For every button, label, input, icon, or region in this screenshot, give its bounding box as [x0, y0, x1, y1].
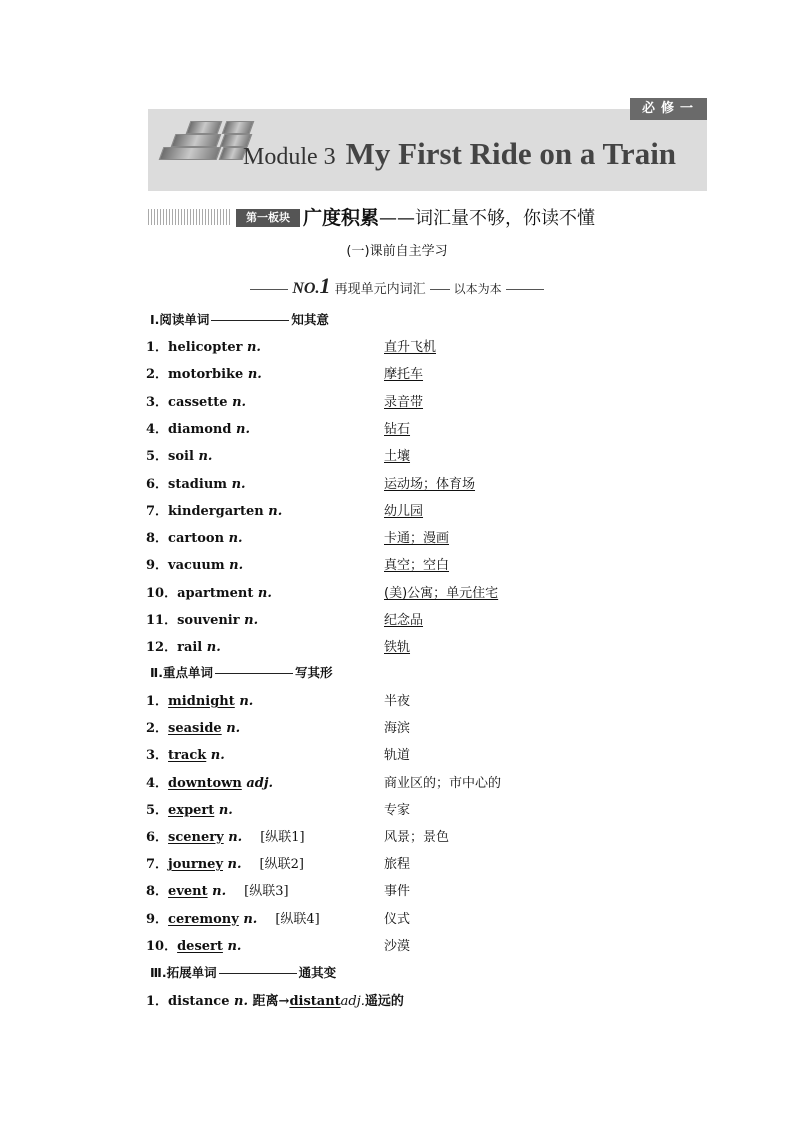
section-title-sub: ——词汇量不够，你读不懂	[379, 208, 596, 229]
item-number: 12．	[146, 640, 178, 656]
part2-header	[150, 663, 333, 681]
item-pos: n.	[210, 748, 225, 764]
item-meaning: 商业区的；市中心的	[384, 775, 502, 791]
item-tag: [纵联1]	[260, 830, 305, 845]
item-meaning: 风景；景色	[384, 830, 450, 845]
word-entry	[146, 363, 262, 382]
word-entry	[146, 336, 261, 355]
item-word: kindergarten	[168, 503, 264, 519]
word-row	[146, 880, 706, 902]
section-title-main: 广度积累	[303, 207, 380, 229]
item-word: cartoon	[168, 531, 225, 547]
item-number: 3．	[146, 748, 169, 764]
item-meaning: 海滨	[384, 721, 411, 737]
item-number: 10．	[146, 585, 178, 601]
part1-label: Ⅰ.阅读单词	[150, 312, 210, 327]
item-number: 9．	[146, 558, 169, 574]
part1-line	[211, 320, 289, 321]
item-meaning: 录音带	[384, 394, 424, 410]
item-pos: n.	[232, 394, 247, 410]
item-pos: n.	[226, 721, 241, 737]
word-entry	[146, 853, 304, 872]
word-row	[146, 935, 706, 957]
item-number: 5．	[146, 449, 169, 465]
word-row	[146, 527, 706, 549]
item-number: 6．	[146, 476, 169, 492]
item-meaning: 沙漠	[384, 938, 411, 954]
word-row	[146, 636, 706, 658]
part2-line	[215, 673, 293, 674]
item-word: journey	[168, 857, 223, 873]
word-entry	[146, 500, 282, 519]
dash-mid	[430, 289, 450, 290]
item-word: seaside	[168, 721, 222, 737]
item-meaning: 卡通；漫画	[384, 531, 450, 547]
item-pos: n.	[227, 938, 242, 954]
part3-line	[219, 973, 297, 974]
item-number: 3．	[146, 394, 169, 410]
word-entry	[146, 717, 240, 736]
word-row	[146, 908, 706, 930]
item-pos: n.	[227, 857, 242, 873]
word-entry	[146, 554, 243, 573]
word-entry	[146, 772, 273, 791]
word-entry	[146, 391, 246, 410]
part1-tail: 知其意	[291, 312, 329, 327]
item-meaning: 仪式	[384, 911, 411, 927]
sub-heading: (一)课前自主学习	[346, 244, 448, 259]
word-row	[146, 799, 706, 821]
no1-prefix: NO.	[292, 280, 320, 297]
module-label: Module 3	[243, 144, 336, 170]
item-pos: n.	[244, 613, 259, 628]
item-word: motorbike	[168, 367, 244, 383]
part3-label: Ⅲ.拓展单词	[150, 965, 217, 980]
item-tag: [纵联2]	[259, 857, 304, 873]
item-pos: n.	[246, 340, 261, 355]
no1-text: 再现单元内词汇	[334, 282, 426, 297]
item-tag: [纵联4]	[275, 911, 320, 927]
dash-left	[250, 289, 288, 290]
dash-right	[506, 289, 544, 290]
item-meaning: 专家	[384, 802, 411, 818]
item-meaning: (美)公寓；单元住宅	[384, 585, 499, 601]
item-pos: adj.	[246, 775, 274, 791]
no1-tail: 以本为本	[453, 282, 502, 296]
item-number: 4．	[146, 775, 169, 791]
word-entry	[146, 908, 320, 927]
item-meaning: 纪念品	[384, 613, 424, 628]
item-word: expert	[168, 802, 215, 818]
item-meaning: 铁轨	[384, 640, 411, 656]
item-meaning: 运动场；体育场	[384, 476, 476, 492]
item-pos: n.	[228, 531, 243, 547]
item-meaning: 直升飞机	[384, 340, 437, 355]
item-word: desert	[177, 938, 223, 954]
item-pos: n.	[239, 694, 254, 709]
item-tag: [纵联3]	[244, 884, 289, 900]
item-word: souvenir	[177, 613, 240, 628]
word-row	[146, 690, 706, 712]
item-number: 6．	[146, 830, 169, 845]
item-word: ceremony	[168, 911, 239, 927]
item-number: 11．	[146, 613, 178, 628]
volume-tab: 必修一	[630, 98, 707, 120]
item-word: cassette	[168, 394, 228, 410]
arrow-icon: →	[278, 994, 290, 1009]
item-word: helicopter	[168, 340, 243, 355]
item-meaning: 真空；空白	[384, 558, 450, 574]
word-entry	[146, 527, 243, 546]
item-meaning: 摩托车	[384, 367, 424, 383]
part1-header	[150, 310, 329, 328]
item-number: 9．	[146, 911, 169, 927]
item-pos: n.	[247, 367, 262, 383]
word-row	[146, 744, 706, 766]
item-word: vacuum	[168, 558, 225, 574]
word-row	[146, 473, 706, 495]
item-word: apartment	[177, 585, 254, 601]
item-number: 10．	[146, 938, 178, 954]
item-meaning: 钻石	[384, 421, 411, 437]
module-name: My First Ride on a Train	[345, 136, 677, 171]
word-entry	[146, 418, 250, 437]
item-meaning: 事件	[384, 884, 411, 900]
no1-number: 1	[319, 273, 331, 298]
item-number: 1．	[146, 340, 169, 355]
item-word: distance	[168, 994, 230, 1009]
section-heading	[148, 205, 708, 231]
item-meaning: 旅程	[384, 857, 411, 873]
word-row	[146, 445, 706, 467]
item-meaning: 土壤	[384, 449, 411, 465]
item-number: 2．	[146, 367, 169, 383]
part3-row	[146, 990, 706, 1012]
item-pos: n.	[229, 558, 244, 574]
item-meaning: 幼儿园	[384, 503, 424, 519]
item-number: 8．	[146, 531, 169, 547]
word-entry	[146, 880, 289, 899]
derived-pos: adj.	[340, 994, 365, 1009]
stripe-decoration	[148, 209, 230, 225]
module-title	[243, 136, 676, 172]
word-entry	[146, 826, 305, 845]
word-entry	[146, 609, 258, 628]
word-row	[146, 391, 706, 413]
item-pos: n.	[268, 503, 283, 519]
item-meaning: 轨道	[384, 748, 411, 764]
word-entry	[146, 799, 233, 818]
word-entry	[146, 473, 246, 492]
item-number: 7．	[146, 503, 169, 519]
item-word: scenery	[168, 830, 224, 845]
word-entry	[146, 935, 241, 954]
banner-photo-strip-2	[222, 121, 255, 134]
word-row	[146, 772, 706, 794]
word-row	[146, 609, 706, 631]
item-word: track	[168, 748, 207, 764]
item-pos: n.	[236, 421, 250, 437]
item-number: 4．	[146, 421, 169, 437]
item-number: 5．	[146, 802, 169, 818]
item-word: soil	[168, 449, 194, 465]
word-entry	[146, 744, 225, 763]
word-row	[146, 500, 706, 522]
item-pos: n.	[198, 449, 213, 465]
word-entry	[146, 582, 272, 601]
word-row	[146, 717, 706, 739]
part3-header	[150, 963, 336, 981]
word-row	[146, 336, 706, 358]
item-number: 1．	[146, 994, 169, 1009]
item-number: 2．	[146, 721, 169, 737]
section-badge: 第一板块	[236, 209, 300, 227]
word-entry	[146, 445, 212, 464]
item-pos: n.	[212, 884, 227, 900]
word-row	[146, 826, 706, 848]
item-meaning: 半夜	[384, 694, 411, 709]
item-word: rail	[177, 640, 203, 656]
word-row	[146, 363, 706, 385]
part2-tail: 写其形	[294, 665, 333, 680]
item-pos: n.	[231, 476, 246, 492]
part3-tail: 通其变	[298, 965, 337, 980]
item-word: event	[168, 884, 208, 900]
item-word: midnight	[168, 694, 235, 709]
item-number: 8．	[146, 884, 169, 900]
item-meaning: 距离	[252, 994, 279, 1009]
item-pos: n.	[243, 911, 258, 927]
item-pos: n.	[228, 830, 243, 845]
derived-word: distant	[289, 994, 341, 1009]
word-row	[146, 853, 706, 875]
word-row	[146, 554, 706, 576]
item-pos: n.	[257, 585, 272, 601]
part3-entry	[146, 990, 404, 1009]
word-row	[146, 582, 706, 604]
derived-meaning: 遥远的	[364, 994, 404, 1009]
no1-heading	[0, 273, 794, 299]
item-number: 7．	[146, 857, 169, 873]
word-row	[146, 418, 706, 440]
item-pos: n.	[206, 640, 221, 656]
word-entry	[146, 636, 221, 655]
banner-photo-strip-1	[186, 121, 223, 134]
item-word: downtown	[168, 775, 242, 791]
section-title	[303, 203, 595, 230]
item-word: stadium	[168, 476, 228, 492]
word-entry	[146, 690, 253, 709]
banner-photo-strip-5	[159, 147, 222, 160]
part2-label: Ⅱ.重点单词	[150, 665, 213, 680]
banner-photo-strip-3	[171, 134, 222, 147]
item-number: 1．	[146, 694, 169, 709]
item-pos: n.	[234, 994, 248, 1009]
item-pos: n.	[218, 802, 233, 818]
item-word: diamond	[168, 421, 232, 437]
